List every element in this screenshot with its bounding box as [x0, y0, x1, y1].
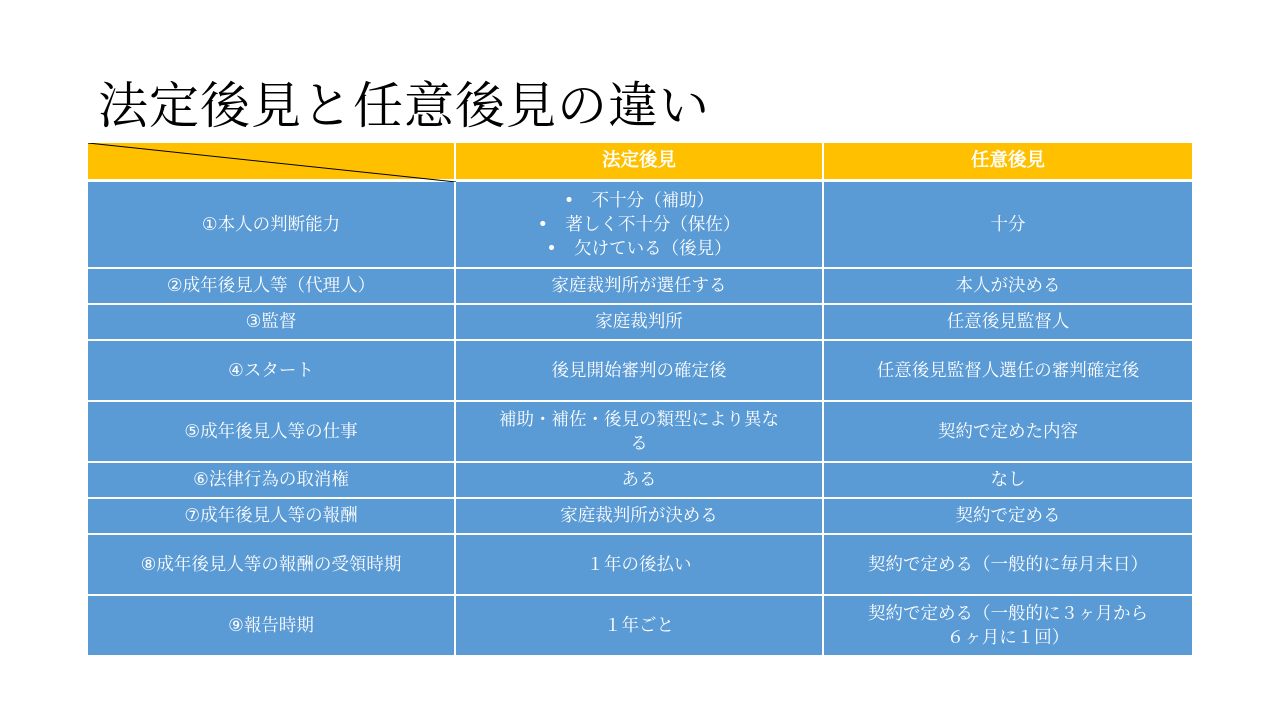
- row-voluntary-value: 十分: [824, 182, 1192, 269]
- text-line: 補助・補佐・後見の類型により異な: [499, 409, 779, 430]
- row-voluntary-value: 契約で定めた内容: [824, 402, 1192, 463]
- bullet-line: • 著しく不十分（保佐）: [537, 214, 741, 235]
- slide-title: 法定後見と任意後見の違い: [98, 77, 710, 135]
- row-statutory-value: 家庭裁判所が選任する: [456, 269, 824, 305]
- text-line: 契約で定める（一般的に３ヶ月から: [868, 603, 1148, 624]
- row-label: ①本人の判断能力: [88, 182, 456, 269]
- row-statutory-value: 家庭裁判所: [456, 305, 824, 341]
- bullet-line: • 欠けている（後見）: [546, 238, 732, 259]
- row-voluntary-value: なし: [824, 463, 1192, 499]
- row-voluntary-value: 契約で定める: [824, 499, 1192, 535]
- row-label: ⑧成年後見人等の報酬の受領時期: [88, 535, 456, 596]
- header-voluntary-guardianship: 任意後見: [824, 143, 1192, 182]
- row-statutory-value: １年の後払い: [456, 535, 824, 596]
- text-line: ６ヶ月に１回）: [946, 627, 1070, 648]
- bullet-line: • 不十分（補助）: [563, 190, 715, 211]
- header-statutory-guardianship: 法定後見: [456, 143, 824, 182]
- row-label: ⑨報告時期: [88, 596, 456, 657]
- diagonal-line: [88, 143, 456, 182]
- row-statutory-value: [456, 182, 824, 269]
- row-statutory-value: ある: [456, 463, 824, 499]
- row-label: ⑥法律行為の取消権: [88, 463, 456, 499]
- row-statutory-value: [456, 402, 824, 463]
- row-voluntary-value: 任意後見監督人選任の審判確定後: [824, 341, 1192, 402]
- header-corner-cell: [88, 143, 456, 182]
- row-label: ⑤成年後見人等の仕事: [88, 402, 456, 463]
- row-voluntary-value: 任意後見監督人: [824, 305, 1192, 341]
- row-label: ⑦成年後見人等の報酬: [88, 499, 456, 535]
- row-statutory-value: １年ごと: [456, 596, 824, 657]
- row-label: ④スタート: [88, 341, 456, 402]
- row-voluntary-value: 本人が決める: [824, 269, 1192, 305]
- row-statutory-value: 家庭裁判所が決める: [456, 499, 824, 535]
- row-label: ③監督: [88, 305, 456, 341]
- text-line: る: [630, 433, 648, 454]
- row-voluntary-value: 契約で定める（一般的に毎月末日）: [824, 535, 1192, 596]
- row-voluntary-value: [824, 596, 1192, 657]
- row-statutory-value: 後見開始審判の確定後: [456, 341, 824, 402]
- row-label: ②成年後見人等（代理人）: [88, 269, 456, 305]
- comparison-table: [88, 143, 1192, 657]
